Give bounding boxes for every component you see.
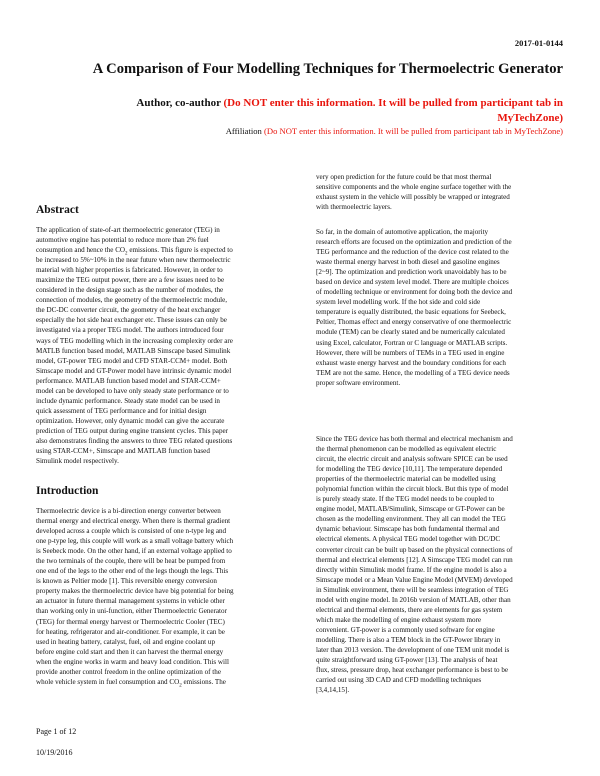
right-line: convenient. GT-power is a commonly used software for engine	[316, 625, 495, 634]
intro-line: the two terminals of the couple, there will be heat be pumped from	[36, 557, 226, 566]
right-line: directly within Simulink model frame. If the engine model is also a	[316, 565, 507, 574]
right-line: module (TEM) can be clearly stated and be numerically calculated	[316, 328, 505, 337]
right-line: of modelling technique or environment for doing both the device and	[316, 288, 513, 297]
right-line: properties of the thermoelectric material can be modelled using	[316, 475, 496, 484]
right-line: electrical elements. A physical TEG model together with DC/DC	[316, 535, 501, 544]
right-line: dynamic behaviour. Simscape has both fundamental thermal and	[316, 525, 500, 534]
right-line: waste thermal energy harvest in both diesel and gasoline engines	[316, 258, 500, 267]
intro-line: Thermoelectric device is a bi-direction energy converter between	[36, 507, 221, 515]
right-line: electrical and thermal elements, there are elements for gas system	[316, 605, 503, 614]
abstract-line: include dynamic performance. Steady state model can be used in	[36, 396, 220, 405]
right-para-1	[316, 172, 568, 212]
intro-line: is Seebeck mode. On the other hand, if an external voltage applied to	[36, 547, 232, 556]
right-line: Since the TEG device has both thermal and electrical mechanism and	[316, 435, 513, 443]
right-line: model with engine model. In 2016b version of MATLAB, other than	[316, 595, 511, 604]
abstract-heading: Abstract	[36, 204, 79, 216]
right-line: flux, stress, pressure drop, heat exchanger performance is best to be	[316, 666, 509, 675]
intro-line: an actuator in future thermal management systems in vehicle other	[36, 597, 225, 606]
right-line: is purely steady state. If the TEG model needs to be coupled to	[316, 495, 495, 504]
abstract-line: using STAR-CCM+, Simscape and MATLAB function based	[36, 447, 210, 456]
abstract-line: automotive engine has potential to reduce more than 2% fuel	[36, 236, 209, 245]
intro-line: thermal energy and electrical energy. When there is thermal gradient	[36, 517, 231, 526]
authors-note: (Do NOT enter this information. It will be pulled from participant tab in MyTechZone)	[223, 97, 563, 124]
right-line: carried out using 3D CAD and CFD modelling techniques	[316, 676, 482, 685]
right-line: very open prediction for the future could be that most thermal	[316, 173, 492, 181]
authors-label: Author, co-author	[136, 97, 221, 109]
right-line: So far, in the domain of automotive application, the majority	[316, 228, 489, 236]
right-line: TEM are not the same. Hence, the modelling of a TEG device needs	[316, 368, 510, 377]
intro-line: than working only in uni-function, either Thermoelectric Generator	[36, 607, 227, 616]
abstract-line: optimization. However, only dynamic model can give the accurate	[36, 416, 225, 425]
intro-line: developed across a couple which is consisted of one n-type leg and	[36, 527, 227, 536]
abstract-line: Simulink model respectively.	[36, 457, 119, 466]
right-line: engine model, MATLAB/Simulink, Simscape or GT-Power can be	[316, 505, 505, 514]
introduction-heading: Introduction	[36, 485, 99, 497]
right-line: sensitive components and the whole engine surface together with the	[316, 183, 512, 192]
abstract-line: performance. MATLAB function based model and STAR-CCM+	[36, 376, 221, 385]
right-line: using Excel, calculator, Fortran or C language or MATLAB scripts.	[316, 338, 508, 347]
right-line: exhaust system in the vehicle will possibly be wrapped or integrated	[316, 193, 510, 202]
intro-line: whole vehicle system in fuel consumption and $CO_2$ emissions. The	[36, 677, 226, 689]
right-line: quite straightforward using GT-power [13]. The analysis of heat	[316, 656, 498, 665]
right-line: polynomial function within the circuit block. But this type of model	[316, 485, 509, 494]
intro-line: one p-type leg, this couple will work as a small voltage battery which	[36, 537, 234, 546]
affiliation-label: Affiliation	[225, 126, 262, 136]
intro-line: (TEG) for thermal energy harvest or Thermoelectric Cooler (TEC)	[36, 617, 225, 626]
abstract-line: Simscape model and GT-Power model have intrinsic dynamic model	[36, 366, 232, 375]
right-line: [2~9]. The optimization and prediction work unavoidably has to be	[316, 268, 507, 277]
intro-line: one end of the legs to the other end of the legs though the legs. This	[36, 567, 229, 576]
abstract-line: be increased to 5%~10% in the near future when new thermoelectric	[36, 256, 231, 265]
abstract-line: maximize the TEG output power, there are a few issues need to be	[36, 276, 225, 285]
paper-id: 2017-01-0144	[514, 38, 563, 48]
right-line: which make the modelling of engine exhaust system more	[316, 615, 482, 624]
right-line: converter circuit can be built up based on the physical connections of	[316, 545, 513, 554]
intro-line: provide another control freedom in the online optimization of the	[36, 667, 221, 676]
intro-line: is known as Peltier mode [1]. This reversible energy conversion	[36, 577, 217, 586]
right-line: TEG performance and the reduction of the device cost related to the	[316, 248, 509, 257]
right-line: later than 2013 version. The development of one TEM unit model is	[316, 645, 510, 654]
right-line: modelling. There is also a TEM block in the GT-Power library in	[316, 635, 501, 644]
intro-line: before engine cold start and then it can harvest the thermal energy	[36, 647, 224, 656]
right-line: temperature is equally distributed, the basic equations for Seebeck,	[316, 308, 506, 317]
page-number: Page 1 of 12	[36, 727, 77, 736]
intro-line: when the engine works in warm and heavy load condition. This will	[36, 657, 229, 666]
abstract-line: model, GT-power TEG model and CFD STAR-CCM+ model. Both	[36, 356, 228, 365]
intro-line: for heating, refrigerator and air-conditioner. For example, it can be	[36, 627, 225, 636]
affiliation-block	[43, 126, 563, 136]
abstract-line: prediction of TEG output during engine transient cycles. This paper	[36, 426, 229, 435]
right-line: chosen as the modelling environment. They all can model the TEG	[316, 515, 506, 524]
abstract-line: ways of TEG modelling which in the increasing complexity order are	[36, 336, 233, 345]
right-line: system level modelling work. If the hot side and cold side	[316, 298, 481, 307]
intro-line: property makes the thermoelectric device have big potential for being	[36, 587, 234, 596]
introduction-body	[36, 506, 288, 687]
abstract-line: the DC-DC converter circuit, the geometry of the heat exchanger	[36, 306, 221, 315]
abstract-line: especially the hot side heat exchanger etc. These issues can only be	[36, 316, 227, 325]
right-line: [3,4,14,15].	[316, 686, 350, 695]
abstract-body	[36, 225, 288, 466]
right-line: proper software environment.	[316, 378, 401, 387]
footer-date: 10/19/2016	[36, 748, 73, 757]
right-line: thermal and electrical elements [12]. A Simscape TEG model can run	[316, 555, 513, 564]
abstract-line: MATLB function based model, MATLAB Simscape based Simulink	[36, 346, 231, 355]
right-line: Peltier, Thomas effect and energy conservative of one thermoelectric	[316, 318, 512, 327]
paper-title: A Comparison of Four Modelling Techniques for Thermoelectric Generator	[92, 61, 563, 77]
abstract-line: The application of state-of-art thermoelectric generator (TEG) in	[36, 226, 220, 234]
intro-line: used in heating battery, catalyst, fuel, oil and engine coolant up	[36, 637, 215, 646]
right-line: based on device and system level model. There are multiple choices	[316, 278, 509, 287]
right-para-3	[316, 434, 568, 695]
affiliation-note: (Do NOT enter this information. It will be pulled from participant tab in MyTechZone)	[264, 126, 563, 136]
right-line: with thermoelectric layers.	[316, 203, 392, 212]
abstract-line: consumption and hence the $CO_2$ emissions. This figure is expected to	[36, 246, 233, 257]
right-line: However, there will be numbers of TEMs in a TEG used in engine	[316, 348, 505, 357]
authors-block	[93, 96, 563, 126]
right-para-2	[316, 227, 568, 388]
abstract-line: model can be developed to have only steady state performance or to	[36, 386, 229, 395]
abstract-line: investigated via a proper TEG model. The authors introduced four	[36, 326, 224, 335]
right-line: the thermal phenomenon can be modelled as equivalent electric	[316, 445, 497, 454]
abstract-line: quick assessment of TEG performance and for initial design	[36, 406, 207, 415]
abstract-line: material with higher properties is fabricated. However, in order to	[36, 266, 223, 275]
right-line: circuit, the electric circuit and analysis software SPICE can be used	[316, 455, 508, 464]
abstract-line: connection of modules, the geometry of the thermoelectric module,	[36, 296, 228, 305]
right-line: Simscape model or a Mean Value Engine Model (MVEM) developed	[316, 575, 513, 584]
abstract-line: also demonstrates finding the answers to three TEG related questions	[36, 436, 233, 445]
right-line: for modelling the TEG device [10,11]. The temperature depended	[316, 465, 503, 474]
right-line: exhaust waste energy harvest and the boundary conditions for each	[316, 358, 506, 367]
abstract-line: considered in the design stage such as the number of modules, the	[36, 286, 224, 295]
right-line: research efforts are focused on the optimization and prediction of the	[316, 238, 512, 247]
right-line: in Simulink environment, there will be seamless integration of TEG	[316, 585, 509, 594]
